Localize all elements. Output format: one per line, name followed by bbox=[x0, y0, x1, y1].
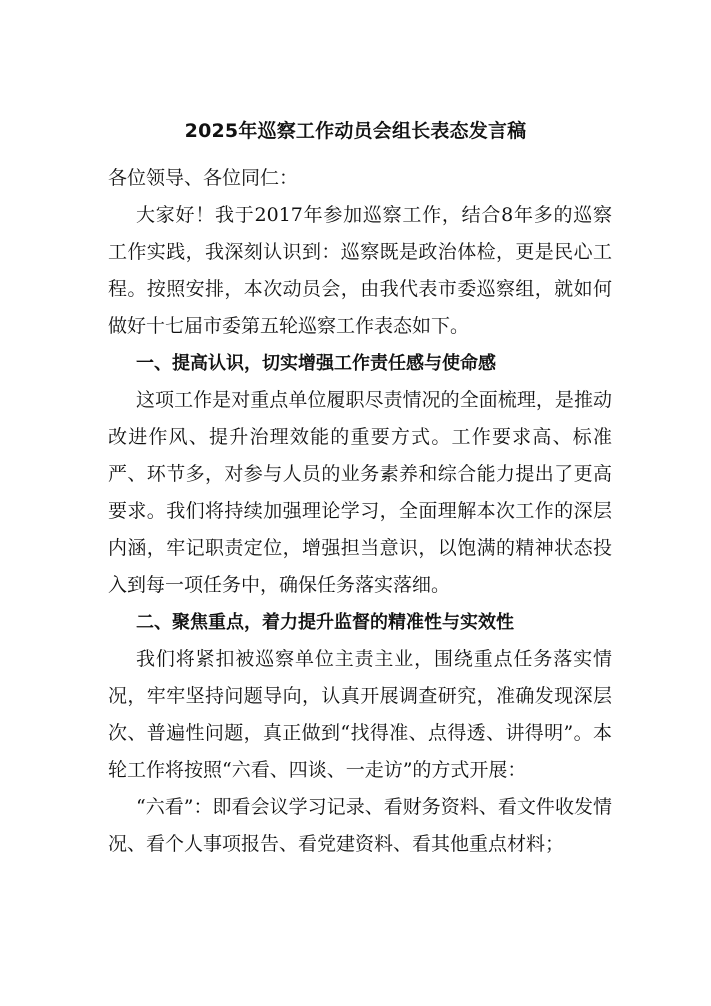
salutation: 各位领导、各位同仁： bbox=[108, 167, 299, 189]
six-looks-paragraph: “六看”：即看会议学习记录、看财务资料、看文件收发情况、看个人事项报告、看党建资料、看其他重点材料； bbox=[108, 796, 612, 855]
document-title: 2025年巡察工作动员会组长表态发言稿 bbox=[184, 120, 527, 142]
document-body bbox=[108, 160, 612, 863]
section-2-paragraph: 我们将紧扣被巡察单位主责主业，围绕重点任务落实情况，牢牢坚持问题导向，认真开展调查研究，准确发现深层次、普遍性问题，真正做到“找得准、点得透、讲得明”。本轮工作将按照“六看、四谈、一走访”的方式开展： bbox=[108, 648, 612, 781]
intro-paragraph: 大家好！我于2017年参加巡察工作，结合8年多的巡察工作实践，我深刻认识到：巡察既是政治体检，更是民心工程。按照安排，本次动员会，由我代表市委巡察组，就如何做好十七届市委第五轮巡察工作表态如下。 bbox=[108, 204, 612, 337]
section-heading-1: 一、提高认识，切实增强工作责任感与使命感 bbox=[136, 353, 496, 374]
section-heading-2: 二、聚焦重点，着力提升监督的精准性与实效性 bbox=[136, 612, 514, 633]
section-1-paragraph: 这项工作是对重点单位履职尽责情况的全面梳理，是推动改进作风、提升治理效能的重要方式。工作要求高、标准严、环节多，对参与人员的业务素养和综合能力提出了更高要求。我们将持续加强理论学习，全面理解本次工作的深层内涵，牢记职责定位，增强担当意识，以饱满的精神状态投入到每一项任务中，确保任务落实落细。 bbox=[108, 389, 612, 596]
